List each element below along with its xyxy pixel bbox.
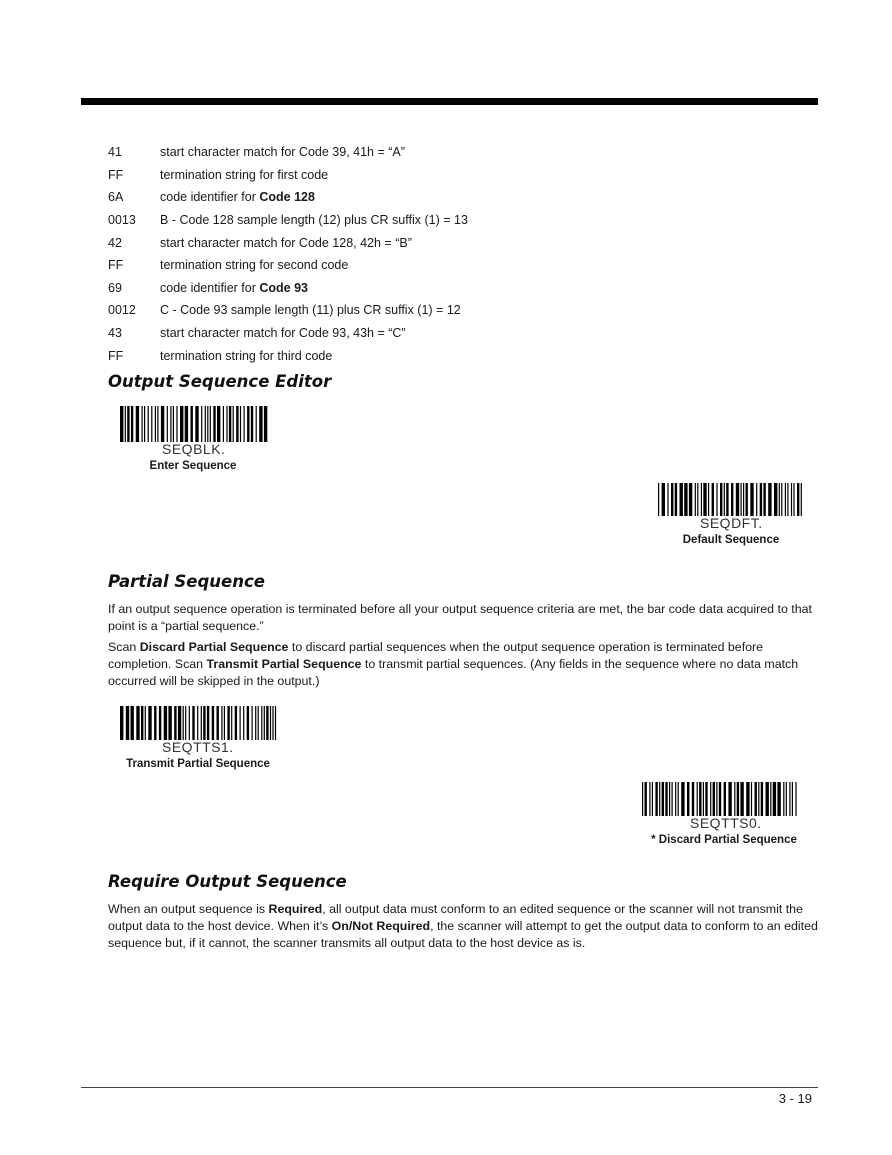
code-description-emphasis: Code 128 <box>259 190 315 205</box>
heading-output-sequence-editor: Output Sequence Editor <box>108 372 332 391</box>
barcode-discard-partial-sequence <box>640 782 808 846</box>
page-number: 3 - 19 <box>778 1091 812 1106</box>
code-description <box>160 281 708 295</box>
code-hex: 42 <box>108 235 122 250</box>
code-description: termination string for third code <box>160 348 333 363</box>
code-hex: FF <box>108 348 124 363</box>
code-description: termination string for second code <box>160 258 349 273</box>
emphasis-text: Required <box>268 902 323 916</box>
code-row <box>108 344 708 367</box>
barcode-image <box>640 782 800 816</box>
barcode-image <box>118 706 278 740</box>
code-hex: 6A <box>108 190 124 205</box>
text-run: to transmit partial sequences. (Any fields in the sequence where no data match occurred will be skipped in the output.) <box>108 657 799 688</box>
code-hex: FF <box>108 258 124 273</box>
code-row <box>108 186 708 209</box>
text-run: to discard partial sequences when the output sequence operation is terminated before completion. Scan <box>108 640 764 671</box>
barcode-code-text: SEQBLK. <box>162 441 226 457</box>
code-row <box>108 254 708 277</box>
text-run: When an output sequence is <box>108 902 269 916</box>
code-hex: 0012 <box>108 303 136 318</box>
text-run: , the scanner will attempt to get the output data to conform to an edited sequence but, if it cannot, the scanner transmits all output data to the host device as is. <box>108 919 818 950</box>
barcode-transmit-partial-sequence <box>118 706 278 770</box>
heading-partial-sequence: Partial Sequence <box>108 572 265 591</box>
code-description-text: code identifier for <box>160 190 260 205</box>
heading-require-output-sequence: Require Output Sequence <box>108 872 347 891</box>
footer-rule <box>81 1087 818 1088</box>
code-hex: 43 <box>108 326 122 341</box>
code-description: B - Code 128 sample length (12) plus CR suffix (1) = 13 <box>160 213 468 228</box>
partial-sequence-paragraph-2 <box>108 639 818 690</box>
header-rule <box>81 98 818 105</box>
barcode-caption: Default Sequence <box>682 534 780 546</box>
text-run: Scan <box>108 640 140 654</box>
barcode-image <box>656 483 806 516</box>
code-row <box>108 164 708 187</box>
code-row <box>108 141 708 164</box>
barcode-image <box>118 406 268 442</box>
code-row <box>108 231 708 254</box>
code-description: start character match for Code 39, 41h = “A” <box>160 145 405 160</box>
code-hex: FF <box>108 167 124 182</box>
barcode-caption: * Discard Partial Sequence <box>651 834 797 846</box>
code-description-emphasis: Code 93 <box>259 280 308 295</box>
code-hex: 0013 <box>108 213 136 228</box>
code-row <box>108 299 708 322</box>
code-row <box>108 277 708 300</box>
code-hex: 69 <box>108 280 122 295</box>
barcode-enter-sequence <box>118 406 268 472</box>
barcode-caption: Enter Sequence <box>149 460 237 472</box>
barcode-code-text: SEQDFT. <box>700 515 763 531</box>
barcode-default-sequence <box>656 483 806 546</box>
require-output-sequence-paragraph <box>108 901 818 952</box>
code-description <box>160 190 708 204</box>
partial-sequence-paragraph-1: If an output sequence operation is terminated before all your output sequence criteria are met, the bar code data acquired to that point is a “partial sequence.” <box>108 602 812 633</box>
barcode-code-text: SEQTTS1. <box>162 739 234 755</box>
code-description: start character match for Code 128, 42h = “B” <box>160 235 412 250</box>
code-description-text: code identifier for <box>160 280 260 295</box>
code-hex: 41 <box>108 145 122 160</box>
emphasis-text: Transmit Partial Sequence <box>206 657 362 671</box>
code-description: C - Code 93 sample length (11) plus CR suffix (1) = 12 <box>160 303 461 318</box>
code-description: start character match for Code 93, 43h = “C” <box>160 326 406 341</box>
code-description: termination string for first code <box>160 167 329 182</box>
emphasis-text: On/Not Required <box>331 919 431 933</box>
code-row <box>108 209 708 232</box>
barcode-caption: Transmit Partial Sequence <box>126 758 270 770</box>
barcode-code-text: SEQTTS0. <box>690 815 762 831</box>
emphasis-text: Discard Partial Sequence <box>139 640 289 654</box>
code-row <box>108 322 708 345</box>
text-run: , all output data must conform to an edited sequence or the scanner will not transmit the output data to the host device. When it’s <box>108 902 803 933</box>
code-table <box>108 141 708 367</box>
